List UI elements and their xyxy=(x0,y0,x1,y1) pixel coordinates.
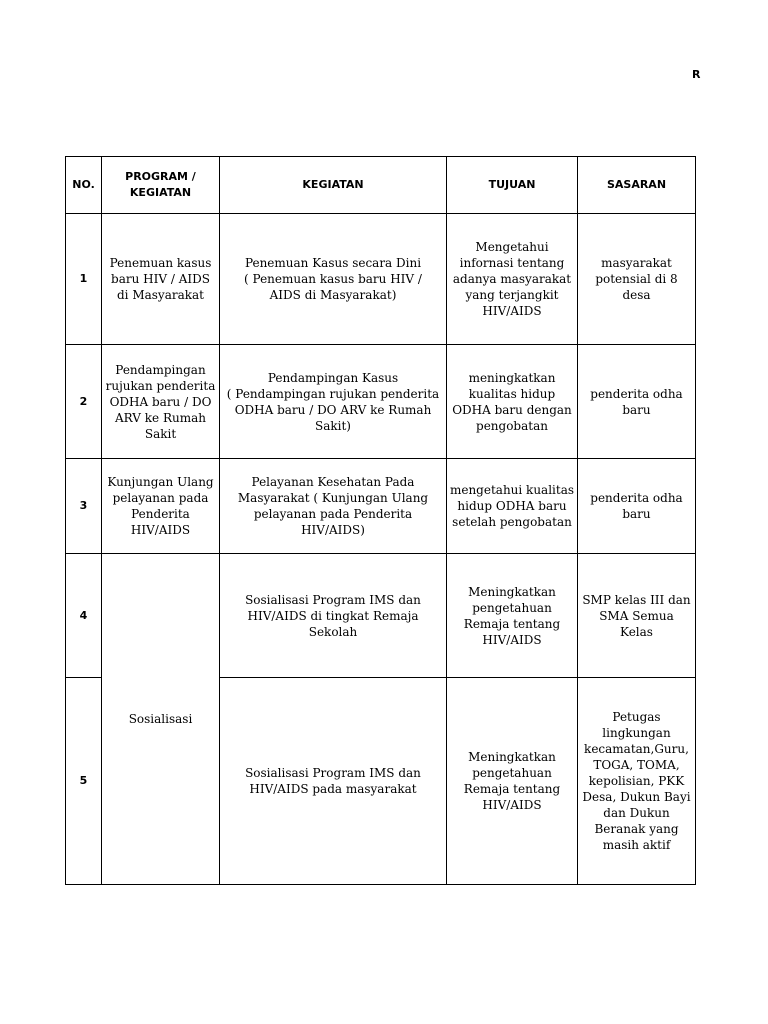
tujuan-cell: Meningkatkan pengetahuan Remaja tentang HIV/AIDS xyxy=(447,554,578,678)
sasaran-cell: SMP kelas III dan SMA Semua Kelas xyxy=(578,554,696,678)
row-number: 5 xyxy=(66,678,102,885)
header-kegiatan: KEGIATAN xyxy=(220,157,447,214)
sasaran-cell: penderita odha baru xyxy=(578,345,696,459)
sasaran-cell: masyarakat potensial di 8 desa xyxy=(578,214,696,345)
corner-mark: R xyxy=(692,68,701,81)
row-number: 4 xyxy=(66,554,102,678)
kegiatan-cell: Pelayanan Kesehatan Pada Masyarakat ( Kunjungan Ulang pelayanan pada Penderita HIV/AIDS) xyxy=(220,459,447,554)
tujuan-cell: mengetahui kualitas hidup ODHA baru setelah pengobatan xyxy=(447,459,578,554)
header-tujuan: TUJUAN xyxy=(447,157,578,214)
tujuan-cell: Mengetahui infornasi tentang adanya masyarakat yang terjangkit HIV/AIDS xyxy=(447,214,578,345)
row-number: 1 xyxy=(66,214,102,345)
sasaran-cell: penderita odha baru xyxy=(578,459,696,554)
header-row xyxy=(66,157,696,214)
table-row xyxy=(66,214,696,345)
kegiatan-cell: Sosialisasi Program IMS dan HIV/AIDS pada masyarakat xyxy=(220,678,447,885)
header-program: PROGRAM / KEGIATAN xyxy=(102,157,220,214)
program-cell: Penemuan kasus baru HIV / AIDS di Masyarakat xyxy=(102,214,220,345)
header-sasaran: SASARAN xyxy=(578,157,696,214)
program-cell-merged: Sosialisasi xyxy=(102,554,220,885)
table-row xyxy=(66,459,696,554)
program-table xyxy=(65,156,696,885)
table-row xyxy=(66,554,696,678)
program-cell: Kunjungan Ulang pelayanan pada Penderita HIV/AIDS xyxy=(102,459,220,554)
sasaran-cell: Petugas lingkungan kecamatan,Guru, TOGA, TOMA, kepolisian, PKK Desa, Dukun Bayi dan Dukun Beranak yang masih aktif xyxy=(578,678,696,885)
row-number: 2 xyxy=(66,345,102,459)
tujuan-cell: meningkatkan kualitas hidup ODHA baru dengan pengobatan xyxy=(447,345,578,459)
program-cell: Pendampingan rujukan penderita ODHA baru / DO ARV ke Rumah Sakit xyxy=(102,345,220,459)
header-no: NO. xyxy=(66,157,102,214)
table-row xyxy=(66,345,696,459)
kegiatan-cell: Pendampingan Kasus ( Pendampingan rujukan penderita ODHA baru / DO ARV ke Rumah Sakit) xyxy=(220,345,447,459)
kegiatan-cell: Penemuan Kasus secara Dini ( Penemuan kasus baru HIV / AIDS di Masyarakat) xyxy=(220,214,447,345)
row-number: 3 xyxy=(66,459,102,554)
tujuan-cell: Meningkatkan pengetahuan Remaja tentang HIV/AIDS xyxy=(447,678,578,885)
kegiatan-cell: Sosialisasi Program IMS dan HIV/AIDS di tingkat Remaja Sekolah xyxy=(220,554,447,678)
